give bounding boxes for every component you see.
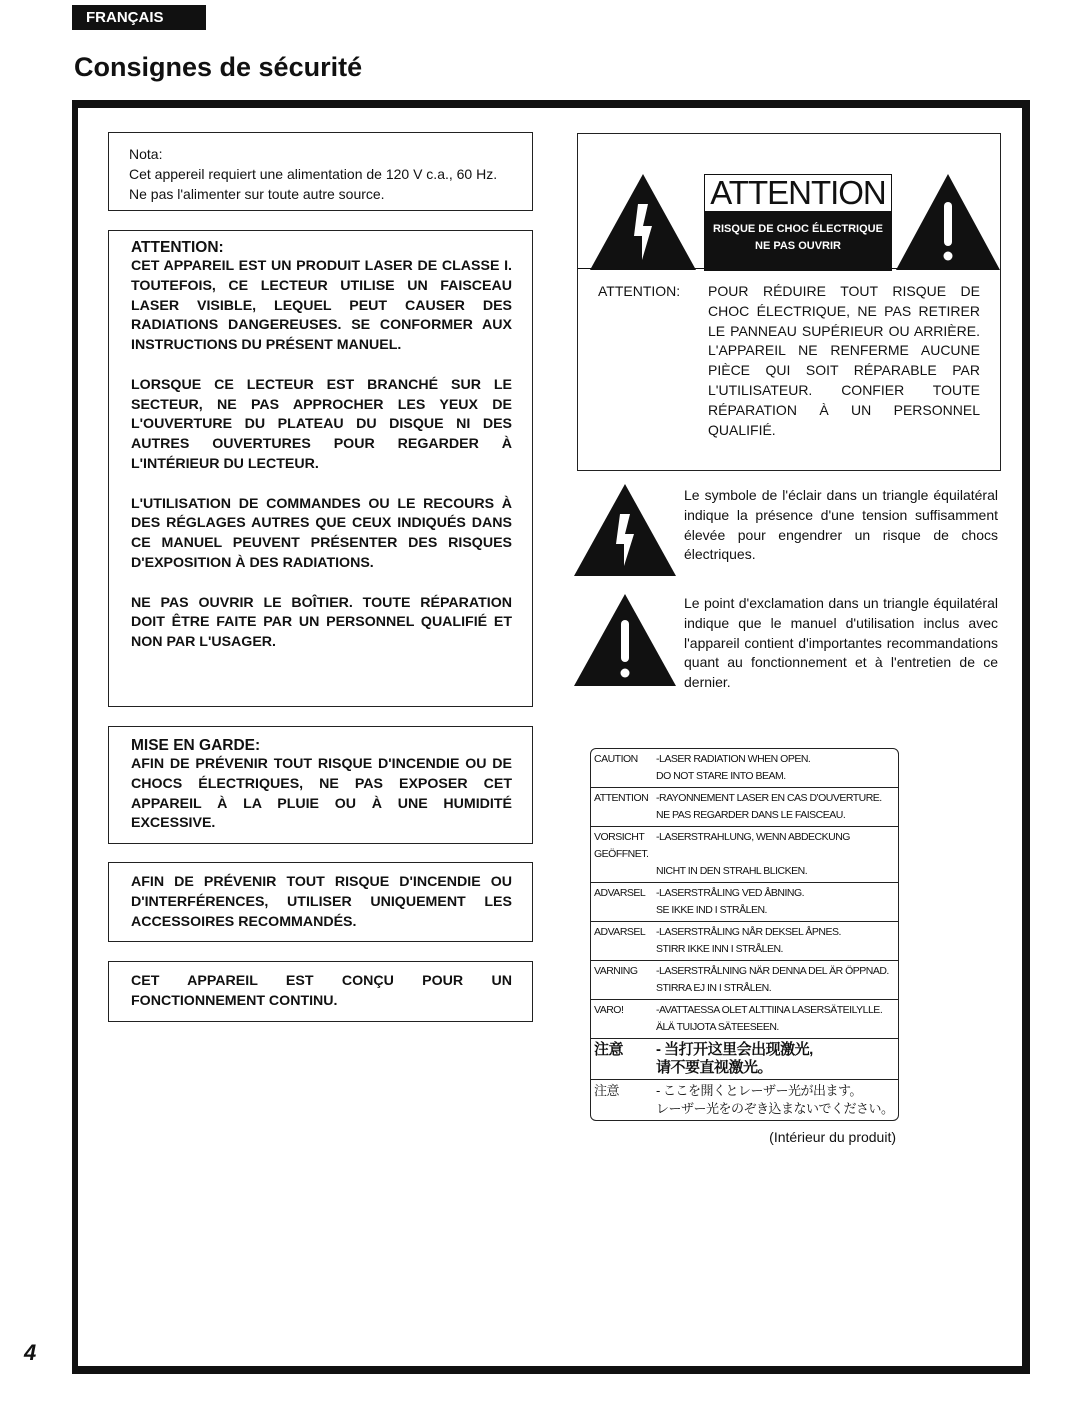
attention-paragraph: NE PAS OUVRIR LE BOÎTIER. TOUTE RÉPARATION DOIT ÊTRE FAITE PAR UN PERSONNEL QUALIFIÉ ET NON PAR L'USAGER. <box>131 594 512 651</box>
exclamation-symbol-description: Le point d'exclamation dans un triangle équilatéral indique que le manuel d'utilisation inclus avec l'appareil contient d'importantes recommandations quant au fonctionnement et à l'entretien de ce dernier. <box>684 595 998 691</box>
caution-line1: - ここを開くとレーザー光が出ます。 <box>656 1083 862 1098</box>
caution-language: VARNING <box>594 965 638 977</box>
caution-line2: NICHT IN DEN STRAHL BLICKEN. <box>656 865 808 877</box>
caption-lead: ATTENTION: <box>598 283 681 299</box>
caution-line2: STIRR IKKE INN I STRÅLEN. <box>656 943 783 955</box>
caution-language: ADVARSEL <box>594 926 646 938</box>
page-number: 4 <box>24 1340 37 1365</box>
attention-paragraph: LORSQUE CE LECTEUR EST BRANCHÉ SUR LE SECTEUR, NE PAS APPROCHER LES YEUX DE L'OUVERTURE DU PLATEAU DU DISQUE NI DES AUTRES OUVERTURES POUR REGARDER À L'INTÉRIEUR DU LECTEUR. <box>131 376 512 472</box>
nota-text: Cet appereil requiert une alimentation de 120 V c.a., 60 Hz. Ne pas l'alimenter sur toute autre source. <box>129 165 498 202</box>
attention-label-line2: NE PAS OUVRIR <box>755 240 841 252</box>
caution-label-row <box>591 788 898 827</box>
caution-label-row <box>591 883 898 922</box>
caption-text: POUR RÉDUIRE TOUT RISQUE DE CHOC ÉLECTRIQUE, NE PAS RETIRER LE PANNEAU SUPÉRIEUR OU ARRIÈRE. L'APPAREIL NE RENFERME AUCUNE PIÈCE QUI SOIT RÉPARABLE PAR L'UTILISATEUR. CONFIER TOUTE RÉPARATION À UN PERSONNEL QUALIFIÉ. <box>708 283 980 438</box>
caution-label-row <box>591 922 898 961</box>
attention-label-title: ATTENTION <box>710 174 886 211</box>
attention-paragraph: L'UTILISATION DE COMMANDES OU LE RECOURS À DES RÉGLAGES AUTRES QUE CEUX INDIQUÉS DANS CE MANUEL PEUVENT PRÉSENTER DES RISQUES D'EXPOSITION À DES RADIATIONS. <box>131 495 512 571</box>
lightning-triangle-icon <box>590 174 696 270</box>
interference-box <box>108 862 533 942</box>
caution-line1: - 当打开这里会出现激光, <box>656 1041 813 1058</box>
caution-line1: -AVATTAESSA OLET ALTTIINA LASERSÄTEILYLLE. <box>656 1004 883 1016</box>
nota-heading: Nota: <box>129 146 163 162</box>
mise-en-garde-text: AFIN DE PRÉVENIR TOUT RISQUE D'INCENDIE OU DE CHOCS ÉLECTRIQUES, NE PAS EXPOSER CET APPAREIL À LA PLUIE OU À UNE HUMIDITÉ EXCESSIVE. <box>131 756 512 832</box>
exclamation-triangle-icon <box>574 594 676 686</box>
caution-line2: DO NOT STARE INTO BEAM. <box>656 770 786 782</box>
attention-label <box>704 174 892 271</box>
nota-box <box>108 132 533 211</box>
interference-text: AFIN DE PRÉVENIR TOUT RISQUE D'INCENDIE OU D'INTERFÉRENCES, UTILISER UNIQUEMENT LES ACCESSOIRES RECOMMANDÉS. <box>131 874 512 930</box>
caution-line1: -LASERSTRÅLNING NÄR DENNA DEL ÄR ÖPPNAD. <box>656 965 889 977</box>
page-title: Consignes de sécurité <box>74 52 363 82</box>
caution-line2: SE IKKE IND I STRÅLEN. <box>656 904 767 916</box>
attention-paragraph: CET APPAREIL EST UN PRODUIT LASER DE CLASSE I. TOUTEFOIS, CE LECTEUR UTILISE UN FAISCEAU LASER VISIBLE, LEQUEL PEUT CAUSER DES RADIATIONS DANGEREUSES. SE CONFORMER AUX INSTRUCTIONS DU PRÉSENT MANUEL. <box>131 258 512 354</box>
lightning-symbol-description: Le symbole de l'éclair dans un triangle équilatéral indique la présence d'une tension suffisamment élevée pour engendrer un risque de chocs électriques. <box>684 487 998 563</box>
caution-label-caption: (Intérieur du produit) <box>769 1129 896 1145</box>
caution-line1: -RAYONNEMENT LASER EN CAS D'OUVERTURE. <box>656 792 882 804</box>
caution-line2: NE PAS REGARDER DANS LE FAISCEAU. <box>656 809 846 821</box>
mise-en-garde-heading: MISE EN GARDE: <box>131 737 261 754</box>
caution-line2: ÄLÄ TUIJOTA SÄTEESEEN. <box>656 1021 779 1033</box>
mise-en-garde-box <box>108 726 533 844</box>
caution-line2: 请不要直视激光。 <box>656 1059 773 1076</box>
caution-language: ADVARSEL <box>594 887 646 899</box>
continuous-operation-text: CET APPAREIL EST CONÇU POUR UN FONCTIONNEMENT CONTINU. <box>131 973 512 1009</box>
caution-label-row <box>591 1080 898 1120</box>
caution-line2: STIRRA EJ IN I STRÅLEN. <box>656 982 772 994</box>
caution-language: 注意 <box>594 1083 620 1098</box>
laser-caution-label <box>590 748 899 1121</box>
caution-label-row <box>591 749 898 788</box>
caution-language: VORSICHT <box>594 831 645 843</box>
lightning-triangle-icon <box>574 484 676 576</box>
caution-language: 注意 <box>594 1041 624 1058</box>
caution-line1: -LASERSTRÅLING NÅR DEKSEL ÅPNES. <box>656 926 841 938</box>
attention-heading: ATTENTION: <box>131 239 224 256</box>
caution-label-row <box>591 1039 898 1080</box>
continuous-operation-box <box>108 961 533 1022</box>
caution-language: VARO! <box>594 1004 624 1016</box>
caution-language: CAUTION <box>594 753 638 765</box>
caution-line1: -LASER RADIATION WHEN OPEN. <box>656 753 811 765</box>
caution-line1: -LASERSTRÅLING VED ÅBNING. <box>656 887 805 899</box>
caution-line1: -LASERSTRAHLUNG, WENN ABDECKUNG GEÖFFNET. <box>594 831 850 860</box>
caution-label-row <box>591 827 898 883</box>
attention-box <box>108 230 533 707</box>
language-tab: FRANÇAIS <box>72 5 206 30</box>
attention-label-line1: RISQUE DE CHOC ÉLECTRIQUE <box>713 223 883 235</box>
warning-label-box <box>577 133 1001 471</box>
caution-line2: レーザー光をのぞき込まないでください。 <box>656 1101 894 1116</box>
exclamation-triangle-icon <box>896 174 1000 270</box>
caution-label-row <box>591 1000 898 1039</box>
caution-label-row <box>591 961 898 1000</box>
caution-language: ATTENTION <box>594 792 649 804</box>
